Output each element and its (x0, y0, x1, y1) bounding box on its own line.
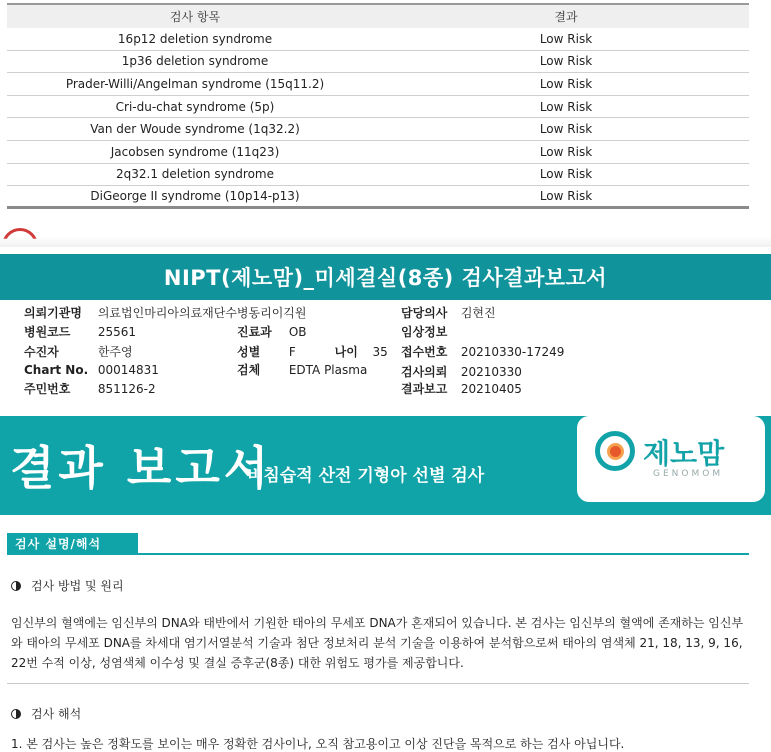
patient-label: 수진자 (24, 345, 59, 359)
table-row (7, 51, 749, 74)
row-item: Jacobsen syndrome (11q23) (110, 144, 280, 159)
row-result: Low Risk (539, 54, 593, 69)
chart-no-label: Chart No. (24, 363, 89, 377)
info-resident-no (24, 380, 156, 397)
row-result: Low Risk (539, 31, 593, 46)
row-result: Low Risk (539, 188, 593, 203)
table-row (7, 28, 749, 51)
section-rule (7, 553, 749, 555)
table-row (7, 73, 749, 96)
info-doctor (401, 304, 496, 321)
info-clinical (401, 323, 457, 340)
specimen-value: EDTA Plasma (288, 363, 368, 377)
hospital-code-value: 25561 (97, 325, 137, 339)
info-dept (237, 323, 307, 340)
patient-value: 한주영 (97, 345, 133, 359)
resident-no-value: 851126-2 (97, 382, 156, 396)
resident-no-label: 주민번호 (24, 382, 71, 396)
row-item: 1p36 deletion syndrome (121, 54, 269, 69)
row-result: Low Risk (539, 99, 593, 114)
info-specimen (237, 361, 367, 378)
paragraph-rule (7, 683, 749, 684)
sex-label: 성별 (237, 345, 261, 359)
table-row (7, 186, 749, 209)
table-row (7, 164, 749, 187)
logo-baby-icon (610, 446, 621, 457)
half-circle-icon (11, 581, 21, 591)
header-item: 검사 항목 (169, 10, 221, 24)
info-patient (24, 343, 133, 360)
row-item: 16p12 deletion syndrome (117, 31, 273, 46)
banner-title: 결과 보고서 (10, 441, 273, 495)
row-item: Van der Woude syndrome (1q32.2) (90, 122, 300, 137)
age-value: 35 (372, 345, 388, 359)
row-result: Low Risk (539, 144, 593, 159)
clinical-label: 임상정보 (401, 325, 448, 339)
sex-value: F (288, 345, 296, 359)
dept-value: OB (288, 325, 307, 339)
report-date-value: 20210405 (460, 382, 522, 396)
row-result: Low Risk (539, 122, 593, 137)
info-request (401, 363, 522, 380)
institution-value: 의료법인마리아의료재단수병동리이긱원 (97, 306, 307, 320)
doctor-value: 김현진 (460, 306, 496, 320)
method-heading-text: 검사 방법 및 원리 (31, 579, 124, 593)
dept-label: 진료과 (237, 325, 272, 339)
report-title: NIPT(제노맘)_미세결실(8종) 검사결과보고서 (0, 254, 771, 300)
interp-first-line: 1. 본 검사는 높은 정확도를 보이는 매우 정확한 검사이나, 오직 참고용이고 이상 진단을 목적으로 하는 검사 아닙니다. (11, 737, 625, 751)
logo-subtext: GENOMOM (653, 469, 724, 479)
row-item: Prader-Willi/Angelman syndrome (15q11.2) (65, 76, 325, 91)
info-hospital-code (24, 323, 136, 340)
row-result: Low Risk (539, 167, 593, 182)
chart-no-value: 00014831 (97, 363, 159, 377)
info-chart-no (24, 363, 159, 377)
doctor-label: 담당의사 (401, 306, 448, 320)
method-heading (11, 577, 124, 594)
table-row (7, 118, 749, 141)
hospital-code-label: 병원코드 (24, 325, 71, 339)
method-paragraph: 임신부의 혈액에는 임신부의 DNA와 태반에서 기원한 태아의 무세포 DNA가 혼재되어 있습니다. 본 검사는 임신부의 혈액에 존재하는 임신부와 태아의 무세포 DNA를 차세대 염기서열분석 기술과 첨단 정보처리 분석 기술을 이용하여 분석함으로써 태아의 염색체 21, 18, 13, 9, 16, 22번 수적 이상, 성염색체 이수성 및 결실 증후군(8종) 대한 위험도 평가를 제공합니다. (11, 616, 744, 670)
row-item: Cri-du-chat syndrome (5p) (115, 99, 275, 114)
interp-heading-text: 검사 해석 (31, 707, 82, 721)
half-circle-icon (11, 709, 21, 719)
result-table-header (7, 3, 749, 28)
age-label: 나이 (334, 345, 358, 359)
info-report-date (401, 380, 522, 397)
section-tab: 검사 설명/해석 (7, 533, 138, 554)
table-row (7, 96, 749, 119)
row-item: DiGeorge II syndrome (10p14-p13) (90, 188, 300, 203)
table-row (7, 141, 749, 164)
receipt-label: 접수번호 (401, 345, 448, 359)
row-result: Low Risk (539, 76, 593, 91)
result-table (7, 3, 749, 209)
request-value: 20210330 (460, 365, 522, 379)
header-result: 결과 (554, 10, 578, 24)
receipt-value: 20210330-17249 (460, 345, 565, 359)
page-divider (0, 237, 771, 247)
logo-mother-icon (595, 431, 635, 471)
genomom-logo (577, 416, 765, 502)
report-date-label: 결과보고 (401, 382, 448, 396)
institution-label: 의뢰기관명 (24, 306, 82, 320)
logo-text: 제노맘 (643, 437, 725, 470)
specimen-label: 검체 (237, 363, 261, 377)
request-label: 검사의뢰 (401, 365, 448, 379)
info-receipt (401, 343, 564, 360)
info-institution (24, 304, 307, 321)
banner-subtitle: 비침습적 산전 기형아 선별 검사 (247, 466, 485, 486)
interp-heading (11, 705, 81, 722)
row-item: 2q32.1 deletion syndrome (116, 167, 274, 182)
info-sex (237, 343, 388, 360)
